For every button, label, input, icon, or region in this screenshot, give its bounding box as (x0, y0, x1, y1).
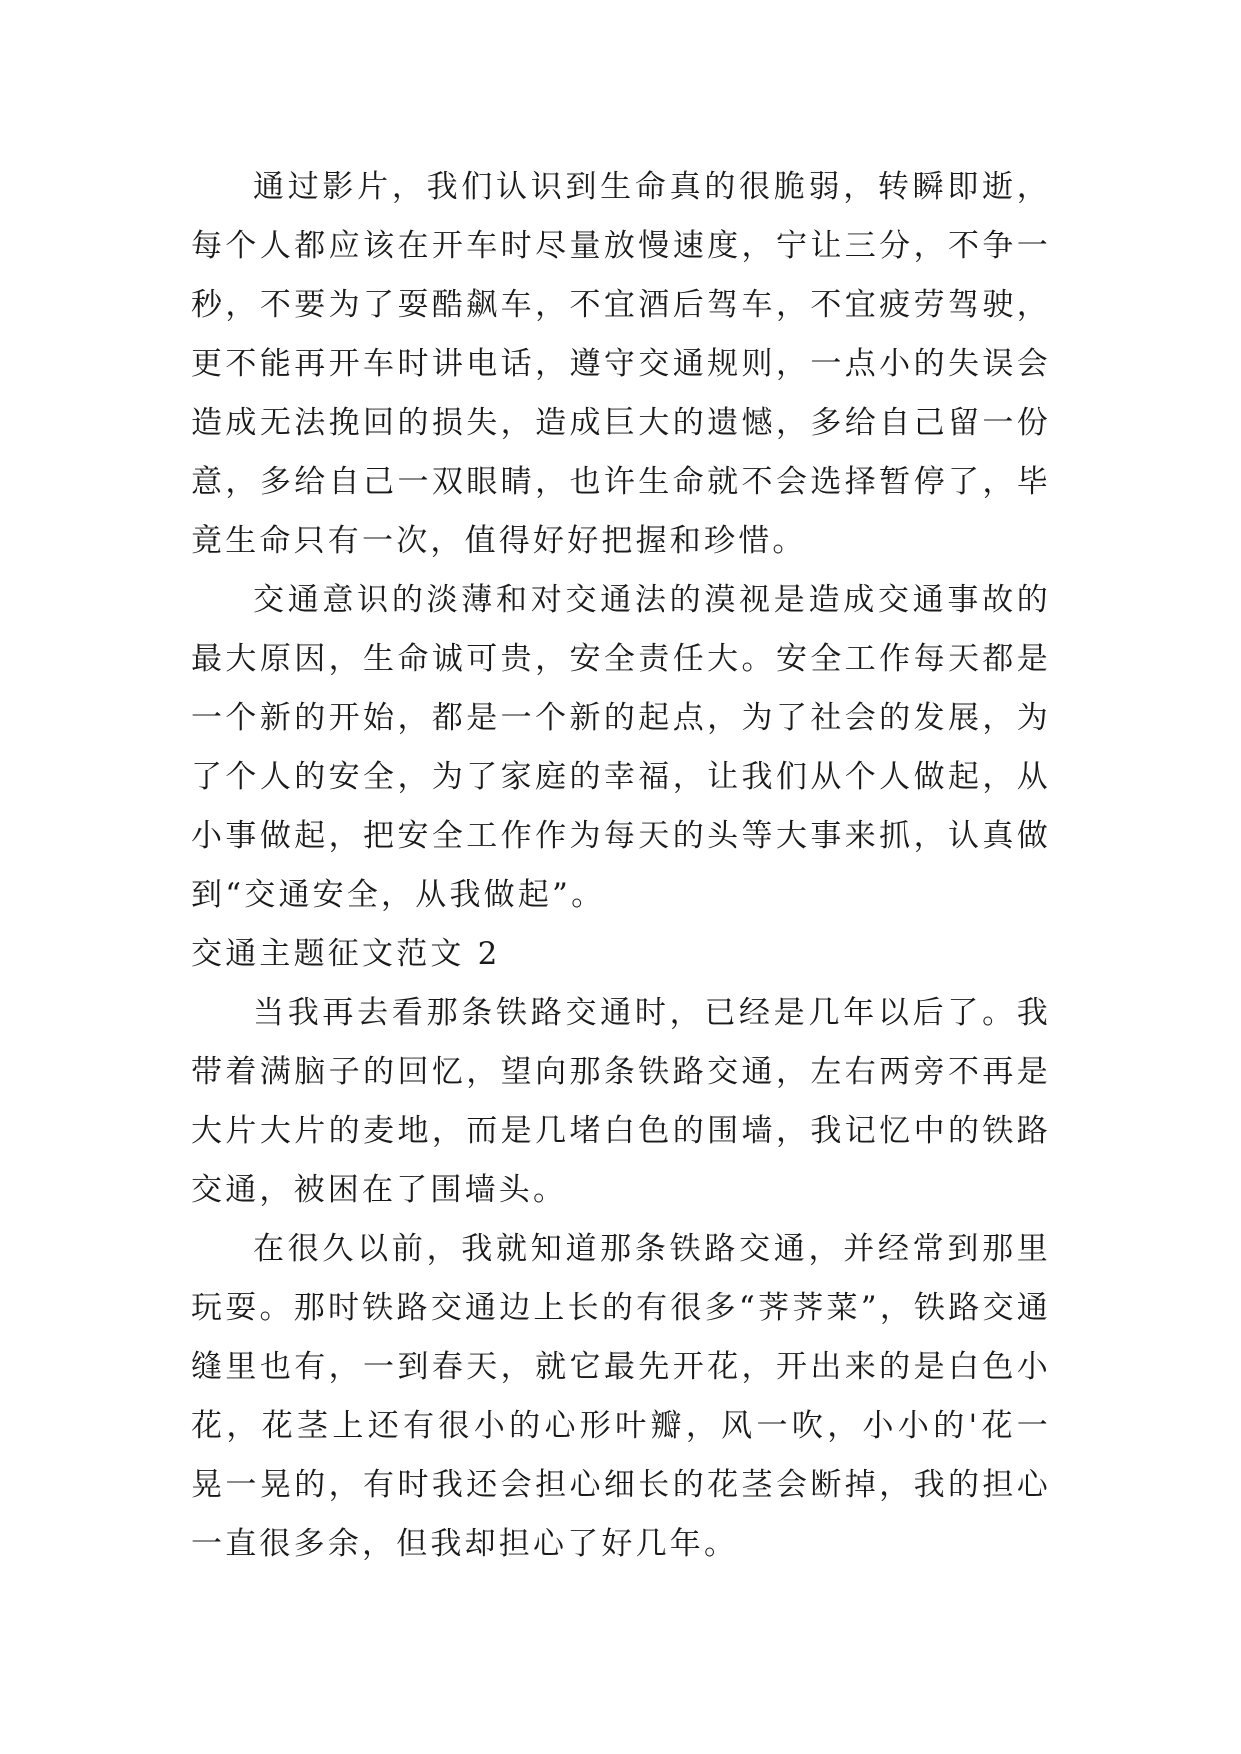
paragraph-4: 在很久以前，我就知道那条铁路交通，并经常到那里玩耍。那时铁路交通边上长的有很多“荠荠菜”，铁路交通缝里也有，一到春天，就它最先开花，开出来的是白色小花，花茎上还有很小的心形叶瓣，风一吹，小小的'花一晃一晃的，有时我还会担心细长的花茎会断掉，我的担心一直很多余，但我却担心了好几年。 (191, 1231, 1051, 1562)
section-heading: 交通主题征文范文 2 (191, 936, 501, 972)
paragraph-1: 通过影片，我们认识到生命真的很脆弱，转瞬即逝，每个人都应该在开车时尽量放慢速度，宁让三分，不争一秒，不要为了耍酷飙车，不宜酒后驾车，不宜疲劳驾驶，更不能再开车时讲电话，遵守交通规则，一点小的失误会造成无法挽回的损失，造成巨大的遗憾，多给自己留一份意，多给自己一双眼睛，也许生命就不会选择暂停了，毕竟生命只有一次，值得好好把握和珍惜。 (191, 169, 1051, 559)
paragraph-3: 当我再去看那条铁路交通时，已经是几年以后了。我带着满脑子的回忆，望向那条铁路交通，左右两旁不再是大片大片的麦地，而是几堵白色的围墙，我记忆中的铁路交通，被困在了围墙头。 (191, 995, 1051, 1208)
document-body (191, 158, 1051, 1574)
paragraph-2: 交通意识的淡薄和对交通法的漠视是造成交通事故的最大原因，生命诚可贵，安全责任大。安全工作每天都是一个新的开始，都是一个新的起点，为了社会的发展，为了个人的安全，为了家庭的幸福，让我们从个人做起，从小事做起，把安全工作作为每天的头等大事来抓，认真做到“交通安全，从我做起”。 (191, 582, 1051, 913)
